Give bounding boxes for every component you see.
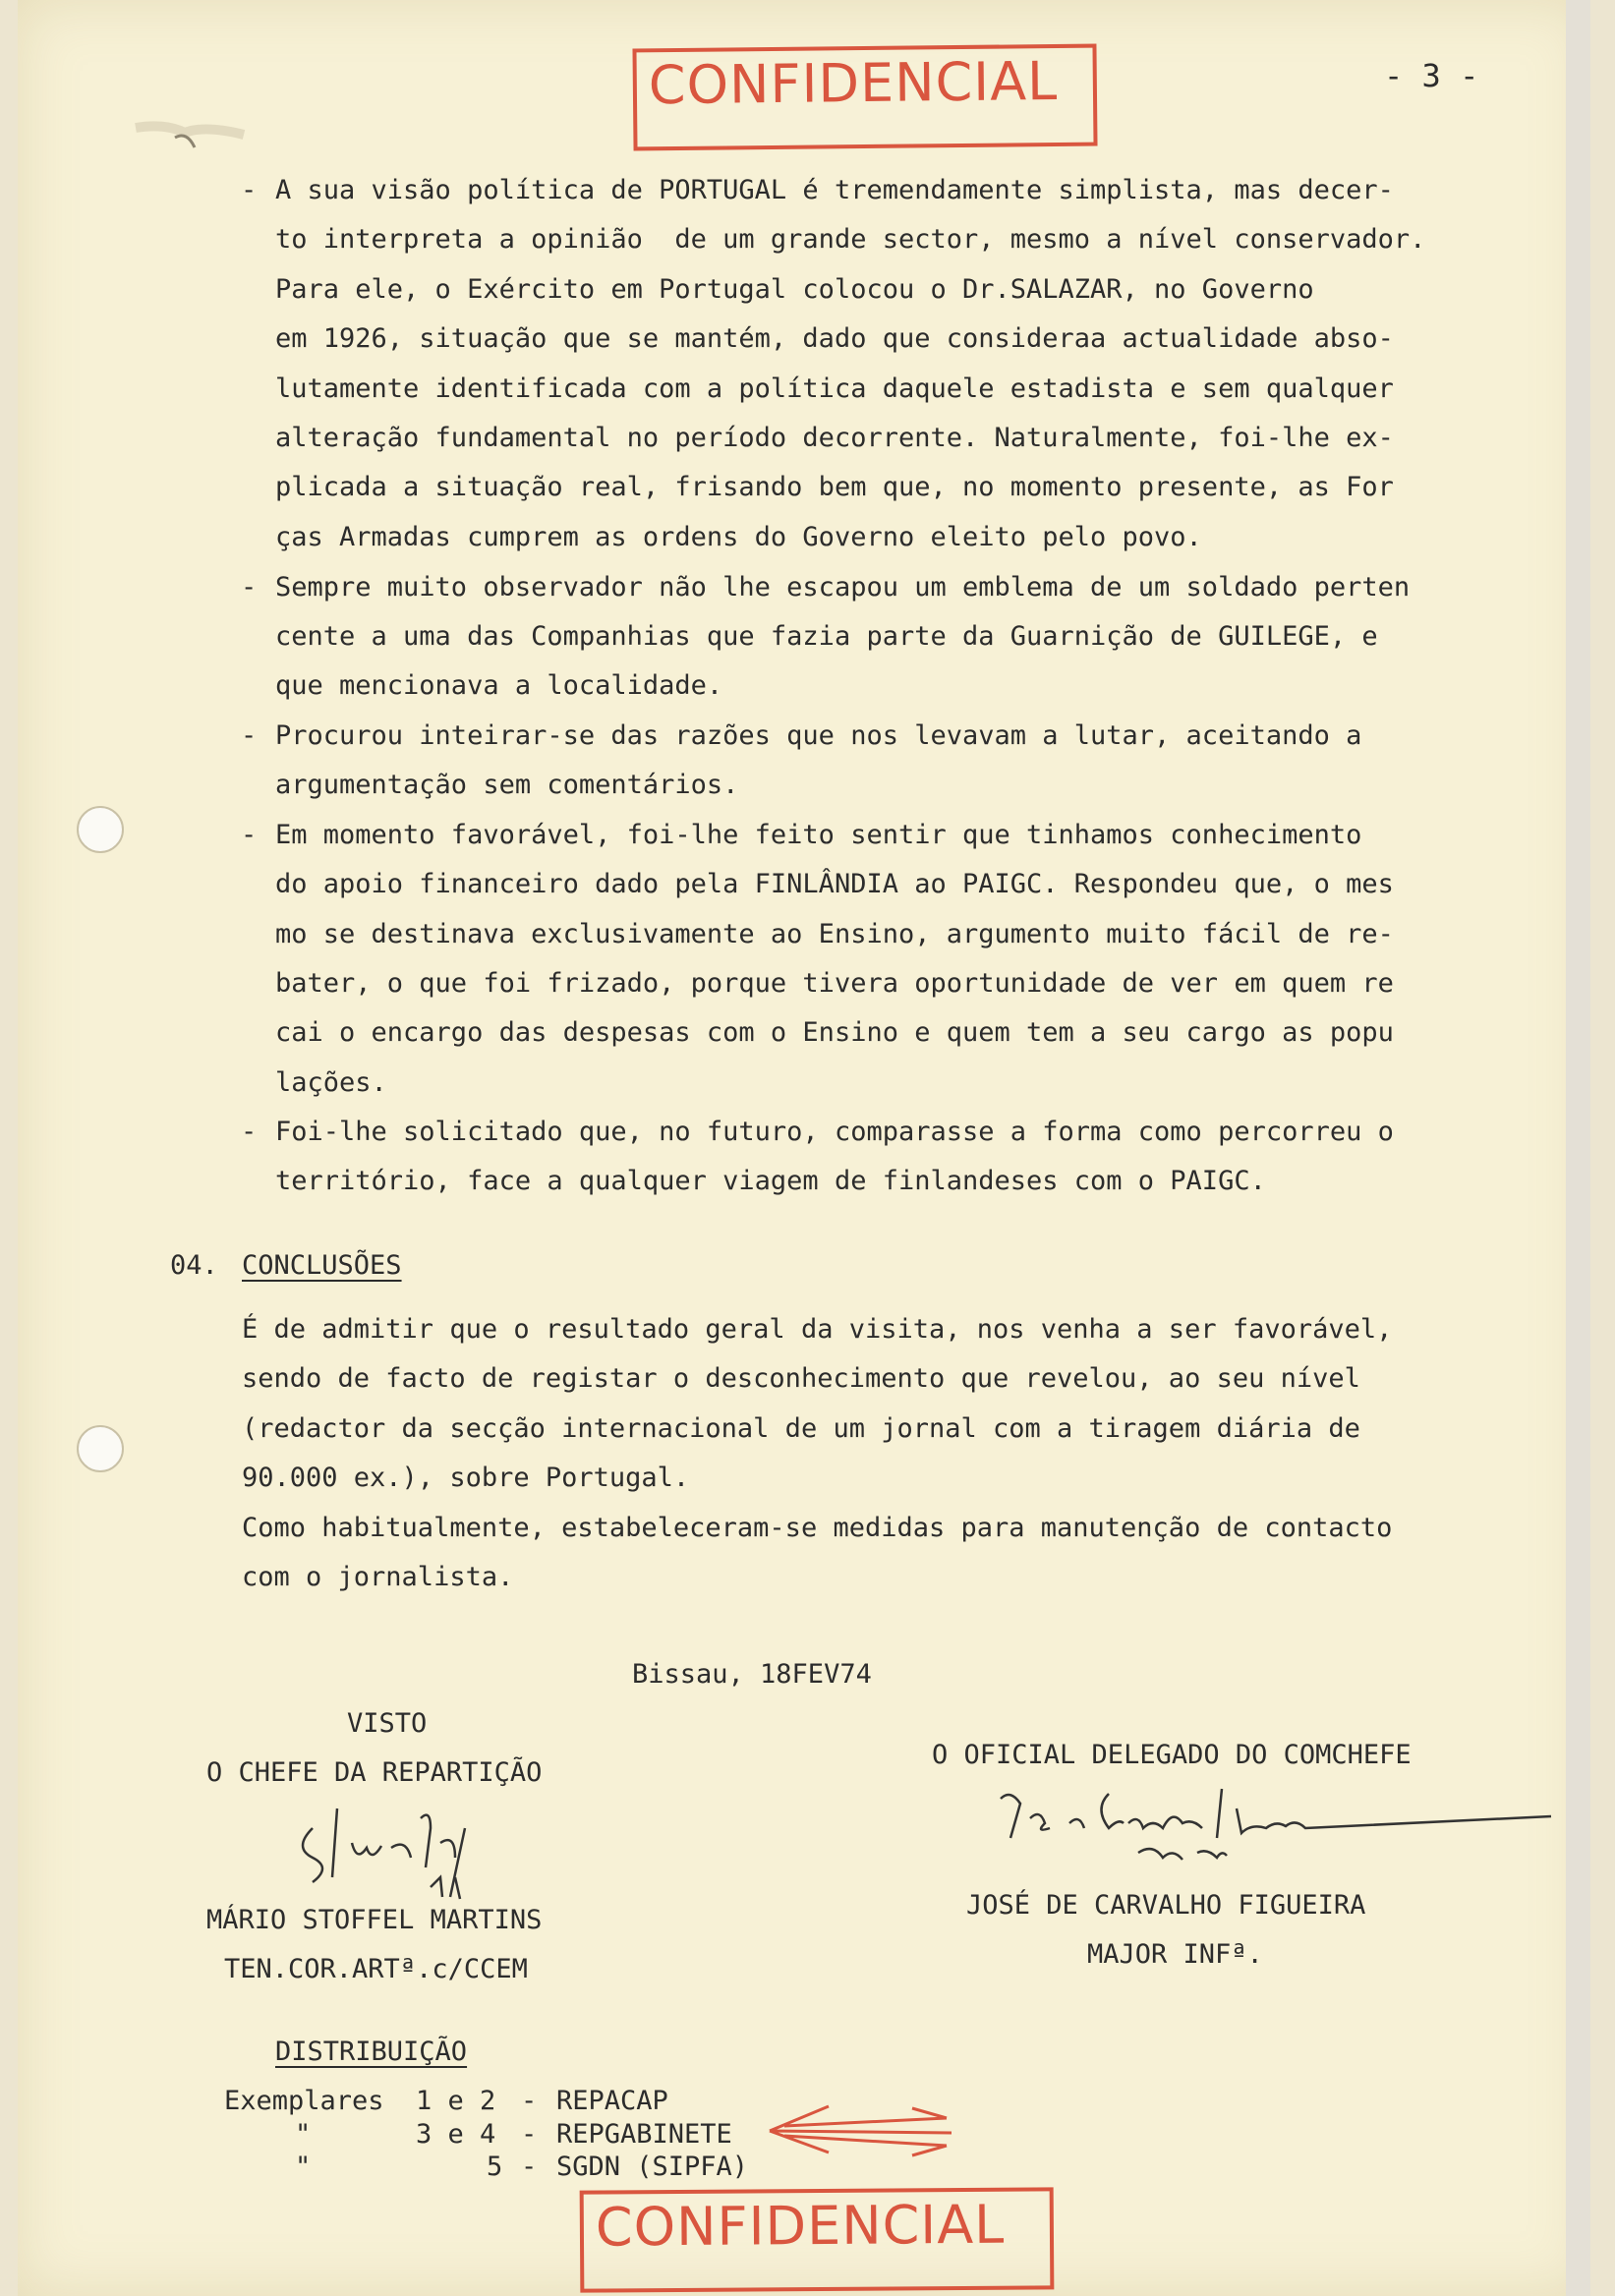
bullet-1-line-5: lutamente identificada com a política daquele estadista e sem qualquer	[275, 373, 1394, 404]
bullet-dash: -	[241, 175, 258, 205]
confidential-stamp-bottom: CONFIDENCIAL	[580, 2187, 1055, 2292]
distribution-prefix: "	[295, 2152, 312, 2182]
bullet-1-line-3: Para ele, o Exército em Portugal colocou o Dr.SALAZAR, no Governo	[275, 274, 1314, 305]
bullet-2-line-3: que mencionava a localidade.	[275, 670, 723, 701]
conclusion-line-6: com o jornalista.	[242, 1562, 514, 1592]
document-page	[18, 0, 1590, 2296]
bullet-4-line-6: lações.	[275, 1067, 387, 1098]
red-arrow-icon	[765, 2098, 961, 2157]
conclusion-line-5: Como habitualmente, estabeleceram-se medidas para manutenção de contacto	[242, 1513, 1393, 1543]
bullet-5-line-1: Foi-lhe solicitado que, no futuro, comparasse a forma como percorreu o	[275, 1117, 1394, 1147]
distribution-dest: REPGABINETE	[556, 2119, 732, 2150]
section-heading: CONCLUSÕES	[242, 1250, 402, 1281]
delegate-rank: MAJOR INFª.	[1087, 1939, 1263, 1970]
page-edge	[1566, 0, 1590, 2296]
bullet-1-line-8: ças Armadas cumprem as ordens do Governo eleito pelo povo.	[275, 522, 1202, 552]
bullet-4-line-2: do apoio financeiro dado pela FINLÂNDIA ao PAIGC. Respondeu que, o mes	[275, 869, 1394, 899]
distribution-copies: 1 e 2	[416, 2086, 496, 2116]
distribution-heading: DISTRIBUIÇÃO	[275, 2037, 468, 2067]
conclusion-line-2: sendo de facto de registar o desconhecimento que revelou, ao seu nível	[242, 1363, 1360, 1394]
bullet-5-line-2: território, face a qualquer viagem de finlandeses com o PAIGC.	[275, 1166, 1266, 1196]
place-date: Bissau, 18FEV74	[632, 1659, 872, 1690]
bullet-2-line-1: Sempre muito observador não lhe escapou um emblema de um soldado perten	[275, 572, 1411, 603]
bullet-1-line-7: plicada a situação real, frisando bem que, no momento presente, as For	[275, 472, 1394, 502]
delegate-signature	[981, 1769, 1571, 1887]
distribution-dash: -	[521, 2119, 538, 2150]
distribution-dash: -	[521, 2152, 538, 2182]
page-number: - 3 -	[1384, 57, 1479, 94]
visto-label: VISTO	[347, 1708, 428, 1739]
paper-smudge	[126, 103, 254, 172]
bullet-2-line-2: cente a uma das Companhias que fazia parte da Guarnição de GUILEGE, e	[275, 621, 1378, 652]
bullet-3-line-1: Procurou inteirar-se das razões que nos levavam a lutar, aceitando a	[275, 720, 1362, 751]
bullet-dash: -	[241, 720, 258, 751]
confidential-stamp-top: CONFIDENCIAL	[632, 44, 1097, 151]
bullet-dash: -	[241, 820, 258, 850]
bullet-dash: -	[241, 572, 258, 603]
bullet-4-line-1: Em momento favorável, foi-lhe feito sentir que tinhamos conhecimento	[275, 820, 1362, 850]
chief-rank: TEN.COR.ARTª.c/CCEM	[224, 1954, 528, 1984]
bullet-1-line-1: A sua visão política de PORTUGAL é tremendamente simplista, mas decer-	[275, 175, 1394, 205]
bullet-1-line-4: em 1926, situação que se mantém, dado que consideraa actualidade abso-	[275, 323, 1394, 354]
conclusion-line-4: 90.000 ex.), sobre Portugal.	[242, 1463, 690, 1493]
bullet-3-line-2: argumentação sem comentários.	[275, 770, 739, 800]
chief-name: MÁRIO STOFFEL MARTINS	[206, 1905, 543, 1935]
bullet-4-line-5: cai o encargo das despesas com o Ensino e quem tem a seu cargo as popu	[275, 1017, 1394, 1048]
punch-hole	[77, 806, 124, 853]
distribution-dest: SGDN (SIPFA)	[556, 2152, 749, 2182]
punch-hole	[77, 1425, 124, 1472]
delegate-role: O OFICIAL DELEGADO DO COMCHEFE	[932, 1740, 1412, 1770]
bullet-1-line-2: to interpreta a opinião de um grande sector, mesmo a nível conservador.	[275, 224, 1426, 255]
conclusion-line-3: (redactor da secção internacional de um jornal com a tiragem diária de	[242, 1413, 1360, 1444]
distribution-prefix: "	[295, 2119, 312, 2150]
delegate-name: JOSÉ DE CARVALHO FIGUEIRA	[966, 1890, 1366, 1921]
bullet-4-line-4: bater, o que foi frizado, porque tivera oportunidade de ver em quem re	[275, 968, 1394, 999]
distribution-dash: -	[521, 2086, 538, 2116]
section-number: 04.	[170, 1250, 218, 1281]
conclusion-line-1: É de admitir que o resultado geral da visita, nos venha a ser favorável,	[242, 1314, 1393, 1345]
bullet-4-line-3: mo se destinava exclusivamente ao Ensino, argumento muito fácil de re-	[275, 919, 1394, 949]
chief-signature	[283, 1789, 519, 1907]
chief-role: O CHEFE DA REPARTIÇÃO	[206, 1757, 543, 1788]
distribution-copies: 5	[487, 2152, 503, 2182]
bullet-1-line-6: alteração fundamental no período decorrente. Naturalmente, foi-lhe ex-	[275, 423, 1394, 453]
distribution-dest: REPACAP	[556, 2086, 668, 2116]
distribution-copies: 3 e 4	[416, 2119, 496, 2150]
bullet-dash: -	[241, 1117, 258, 1147]
distribution-prefix: Exemplares	[224, 2086, 384, 2116]
